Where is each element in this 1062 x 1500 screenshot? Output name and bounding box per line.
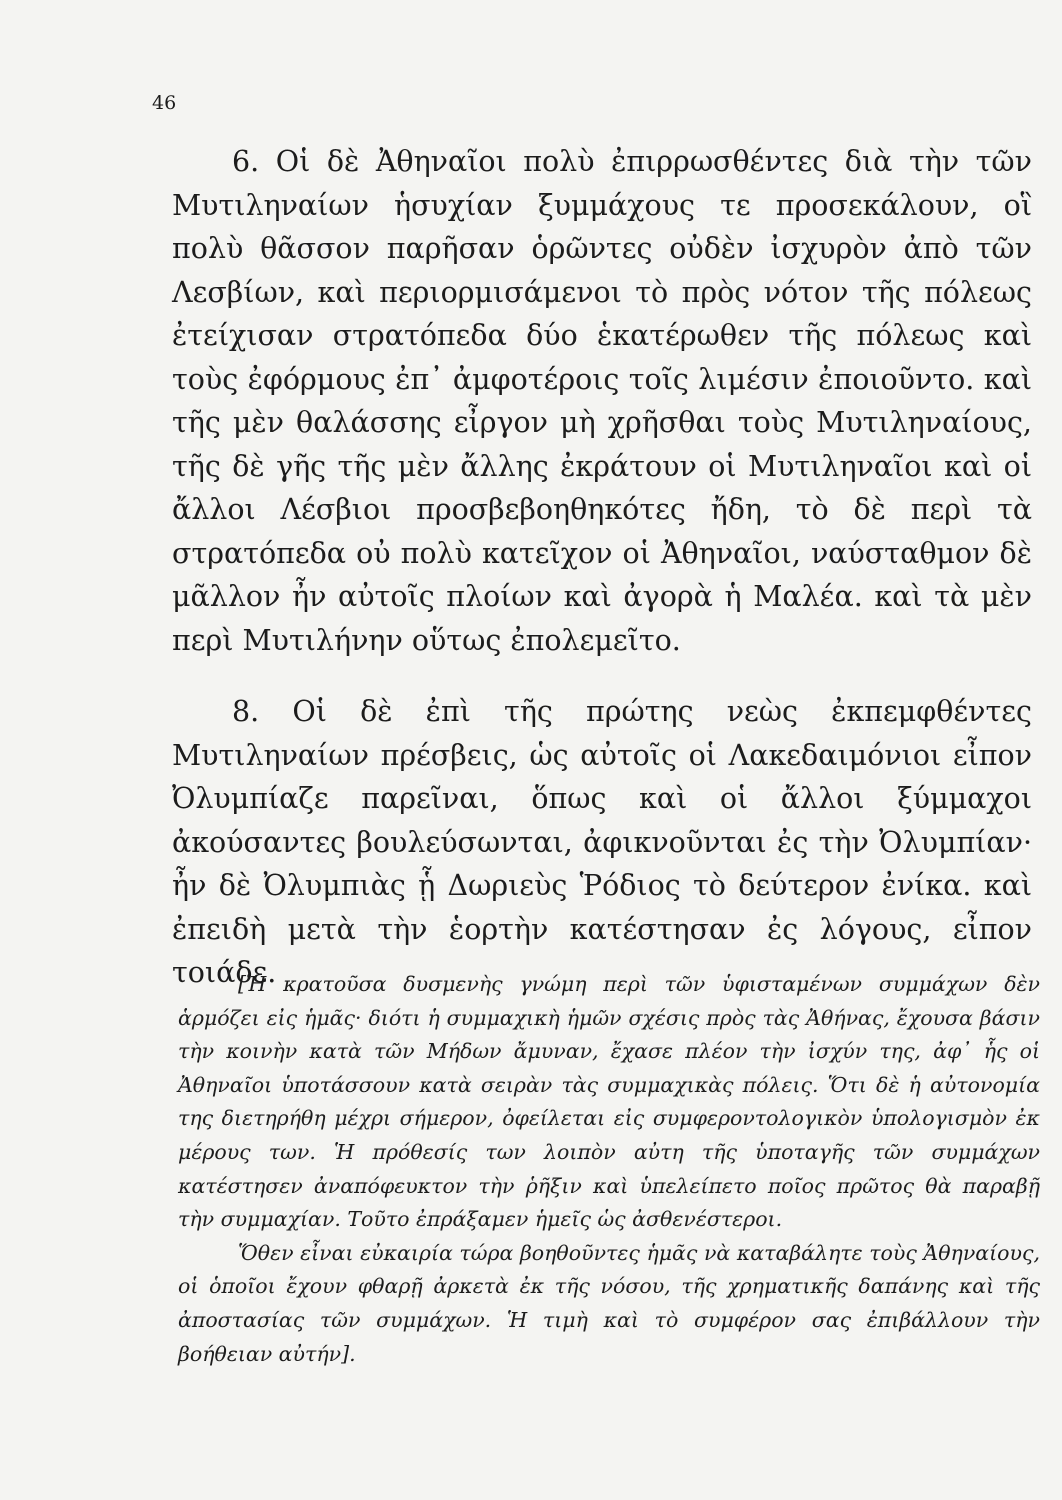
note-paragraph: Ὅθεν εἶναι εὐκαιρία τώρα βοηθοῦντες ἡμᾶς νὰ καταβάλητε τοὺς Ἀθηναίους, οἱ ὁποῖοι ἔχουν φθαρῇ ἀρκετὰ ἐκ τῆς νόσου, τῆς χρηματικῆς δαπάνης καὶ τῆς ἀποστασίας τῶν συμμάχων. Ἡ τιμὴ καὶ τὸ συμφέρον σας ἐπιβάλλουν τὴν βοήθειαν αὐτήν]. <box>178 1240 1040 1366</box>
page-number: 46 <box>152 92 177 114</box>
main-text <box>172 140 1032 995</box>
note-paragraph: [Ἡ κρατοῦσα δυσμενὴς γνώμη περὶ τῶν ὑφισταμένων συμμάχων δὲν ἁρμόζει εἰς ἡμᾶς· διότι ἡ συμμαχικὴ ἡμῶν σχέσις πρὸς τὰς Ἀθήνας, ἔχουσα βάσιν τὴν κοινὴν κατὰ τῶν Μήδων ἄμυναν, ἔχασε πλέον τὴν ἰσχύν της, ἀφ᾽ ἧς οἱ Ἀθηναῖοι ὑποτάσσουν κατὰ σειρὰν τὰς συμμαχικὰς πόλεις. Ὅτι δὲ ἡ αὐτονομία της διετηρήθη μέχρι σήμερον, ὀφείλεται εἰς συμφεροντολογικὸν ὑπολογισμὸν ἐκ μέρους των. Ἡ πρόθεσίς των λοιπὸν αὐτη τῆς ὑποταγῆς τῶν συμμάχων κατέστησεν ἀναπόφευκτον τὴν ῥῆξιν καὶ ὑπελείπετο ποῖος πρῶτος θὰ παραβῇ τὴν συμμαχίαν. Τοῦτο ἐπράξαμεν ἡμεῖς ὡς ἀσθενέστεροι. <box>178 972 1040 1232</box>
paragraph-6: 6. Οἱ δὲ Ἀθηναῖοι πολὺ ἐπιρρωσθέντες διὰ τὴν τῶν Μυτιληναίων ἡσυχίαν ξυμμάχους τε προσεκάλουν, οἳ πολὺ θᾶσσον παρῆσαν ὁρῶντες οὐδὲν ἰσχυρὸν ἀπὸ τῶν Λεσβίων, καὶ περιορμισάμενοι τὸ πρὸς νότον τῆς πόλεως ἐτείχισαν στρατόπεδα δύο ἑκατέρωθεν τῆς πόλεως καὶ τοὺς ἐφόρμους ἐπ᾽ ἀμφοτέροις τοῖς λιμέσιν ἐποιοῦντο. καὶ τῆς μὲν θαλάσσης εἶργον μὴ χρῆσθαι τοὺς Μυτιληναίους, τῆς δὲ γῆς τῆς μὲν ἄλλης ἐκράτουν οἱ Μυτιληναῖοι καὶ οἱ ἄλλοι Λέσβιοι προσβεβοηθηκότες ἤδη, τὸ δὲ περὶ τὰ στρατόπεδα οὐ πολὺ κατεῖχον οἱ Ἀθηναῖοι, ναύσταθμον δὲ μᾶλλον ἦν αὐτοῖς πλοίων καὶ ἀγορὰ ἡ Μαλέα. καὶ τὰ μὲν περὶ Μυτιλήνην οὕτως ἐπολεμεῖτο. <box>172 145 1032 657</box>
summary-note <box>178 968 1040 1371</box>
paragraph-8: 8. Οἱ δὲ ἐπὶ τῆς πρώτης νεὼς ἐκπεμφθέντες Μυτιληναίων πρέσβεις, ὡς αὐτοῖς οἱ Λακεδαιμόνιοι εἶπον Ὀλυμπίαζε παρεῖναι, ὅπως καὶ οἱ ἄλλοι ξύμμαχοι ἀκούσαντες βουλεύσωνται, ἀφικνοῦνται ἐς τὴν Ὀλυμπίαν· ἦν δὲ Ὀλυμπιὰς ᾗ Δωριεὺς Ῥόδιος τὸ δεύτερον ἐνίκα. καὶ ἐπειδὴ μετὰ τὴν ἑορτὴν κατέστησαν ἐς λόγους, εἶπον τοιάδε. <box>172 695 1032 989</box>
